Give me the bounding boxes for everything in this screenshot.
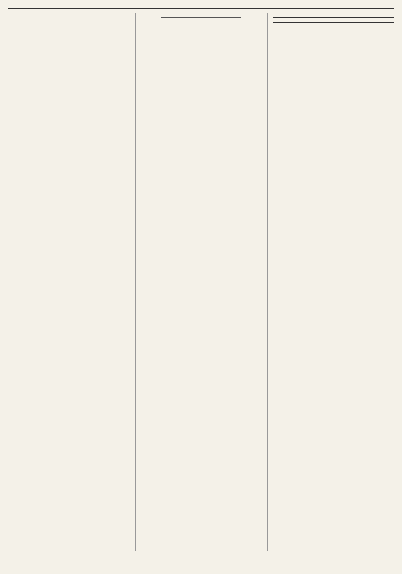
column-2 xyxy=(135,13,262,551)
article-paragraph xyxy=(273,25,394,30)
article-paragraph xyxy=(141,42,262,47)
article-columns xyxy=(8,13,394,551)
section-heading xyxy=(273,17,394,23)
article-paragraph xyxy=(141,28,262,33)
article-paragraph xyxy=(273,32,394,37)
article-paragraph xyxy=(141,21,262,26)
article-paragraph xyxy=(141,35,262,40)
article-paragraph xyxy=(273,39,394,44)
divider xyxy=(161,17,242,18)
article-paragraph xyxy=(8,38,129,43)
article-paragraph xyxy=(273,53,394,58)
article-paragraph xyxy=(8,24,129,29)
article-paragraph xyxy=(273,46,394,51)
article-paragraph xyxy=(8,31,129,36)
column-3 xyxy=(267,13,394,551)
masthead xyxy=(8,6,394,9)
article-paragraph xyxy=(141,49,262,54)
article-paragraph xyxy=(8,17,129,22)
article-paragraph xyxy=(8,45,129,50)
column-1 xyxy=(8,13,129,551)
newspaper-page xyxy=(8,6,394,562)
